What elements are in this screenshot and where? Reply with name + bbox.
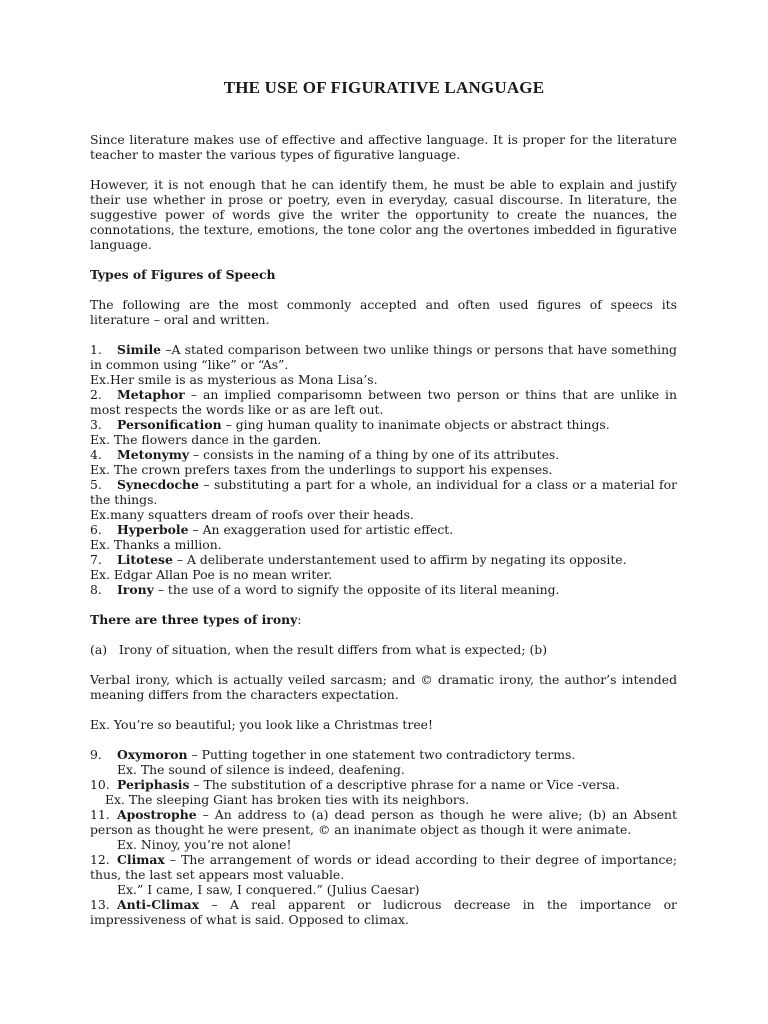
irony-example: Ex. You’re so beautiful; you look like a Christmas tree! xyxy=(90,717,433,732)
figure-example: Ex. Ninoy, you’re not alone! xyxy=(117,837,292,852)
irony-heading: There are three types of irony: xyxy=(90,612,302,627)
figure-item: 10. Periphasis – The substitution of a descriptive phrase for a name or Vice -versa. xyxy=(90,777,620,792)
figure-item: 12. Climax – The arrangement of words or idead according to their degree of importance; thus, the last set appears most valuable. xyxy=(90,852,677,882)
intro-paragraph-1: Since literature makes use of effective and affective language. It is proper for the literature teacher to master the various types of figurative language. xyxy=(90,132,677,162)
irony-type-a: (a) Irony of situation, when the result differs from what is expected; (b) xyxy=(90,642,548,657)
figure-term: Apostrophe xyxy=(117,807,197,822)
figure-example: Ex. The crown prefers taxes from the underlings to support his expenses. xyxy=(90,462,553,477)
figure-example: Ex. Thanks a million. xyxy=(90,537,222,552)
figure-example: Ex. The sleeping Giant has broken ties with its neighbors. xyxy=(105,792,470,807)
figure-term: Metaphor xyxy=(117,387,185,402)
figure-term: Litotese xyxy=(117,552,173,567)
figure-item: 2. Metaphor – an implied comparisomn between two person or thins that are unlike in most respects the words like or as are left out. xyxy=(90,387,677,417)
figure-item: 8. Irony – the use of a word to signify the opposite of its literal meaning. xyxy=(90,582,560,597)
figure-term: Synecdoche xyxy=(117,477,199,492)
figure-item: 4. Metonymy – consists in the naming of a thing by one of its attributes. xyxy=(90,447,560,462)
figure-example: Ex.” I came, I saw, I conquered.” (Julius Caesar) xyxy=(117,882,420,897)
irony-type-b: Verbal irony, which is actually veiled sarcasm; and © dramatic irony, the author’s intended meaning differs from the characters expectation. xyxy=(90,672,677,702)
figure-example: Ex. The sound of silence is indeed, deafening. xyxy=(117,762,405,777)
figure-example: Ex. The flowers dance in the garden. xyxy=(90,432,322,447)
figure-item: 13. Anti-Climax – A real apparent or ludicrous decrease in the importance or impressiveness of what is said. Opposed to climax. xyxy=(90,897,677,927)
figure-term: Simile xyxy=(117,342,162,357)
document-body xyxy=(90,132,677,927)
figure-item: 7. Litotese – A deliberate understantement used to affirm by negating its opposite. xyxy=(90,552,627,567)
figure-item: 11. Apostrophe – An address to (a) dead person as though he were alive; (b) an Absent person as thought he were present, © an inanimate object as though it were animate. xyxy=(90,807,677,837)
figure-item: 1. Simile –A stated comparison between two unlike things or persons that have something in common using “like” or “As”. xyxy=(90,342,677,372)
figure-term: Climax xyxy=(117,852,165,867)
intro-paragraph-2: However, it is not enough that he can identify them, he must be able to explain and justify their use whether in prose or poetry, even in everyday, casual discourse. In literature, the suggestive power of words give the writer the opportunity to create the nuances, the connotations, the texture, emotions, the tone color ang the overtones imbedded in figurative language. xyxy=(90,177,677,252)
figure-term: Personification xyxy=(117,417,222,432)
figure-term: Metonymy xyxy=(117,447,190,462)
figure-term: Irony xyxy=(117,582,154,597)
figure-item: 6. Hyperbole – An exaggeration used for artistic effect. xyxy=(90,522,454,537)
figure-item: 5. Synecdoche – substituting a part for a whole, an individual for a class or a material for the things. xyxy=(90,477,677,507)
types-intro: The following are the most commonly accepted and often used figures of speecs its literature – oral and written. xyxy=(90,297,677,327)
types-heading: Types of Figures of Speech xyxy=(90,267,276,282)
figure-term: Oxymoron xyxy=(117,747,188,762)
figure-example: Ex.many squatters dream of roofs over their heads. xyxy=(90,507,414,522)
figure-term: Periphasis xyxy=(117,777,190,792)
figure-term: Anti-Climax xyxy=(117,897,199,912)
figure-item: 9. Oxymoron – Putting together in one statement two contradictory terms. xyxy=(90,747,576,762)
figure-example: Ex.Her smile is as mysterious as Mona Lisa’s. xyxy=(90,372,378,387)
figure-term: Hyperbole xyxy=(117,522,189,537)
figure-example: Ex. Edgar Allan Poe is no mean writer. xyxy=(90,567,333,582)
page-title: THE USE OF FIGURATIVE LANGUAGE xyxy=(223,78,545,97)
figure-item: 3. Personification – ging human quality to inanimate objects or abstract things. xyxy=(90,417,610,432)
